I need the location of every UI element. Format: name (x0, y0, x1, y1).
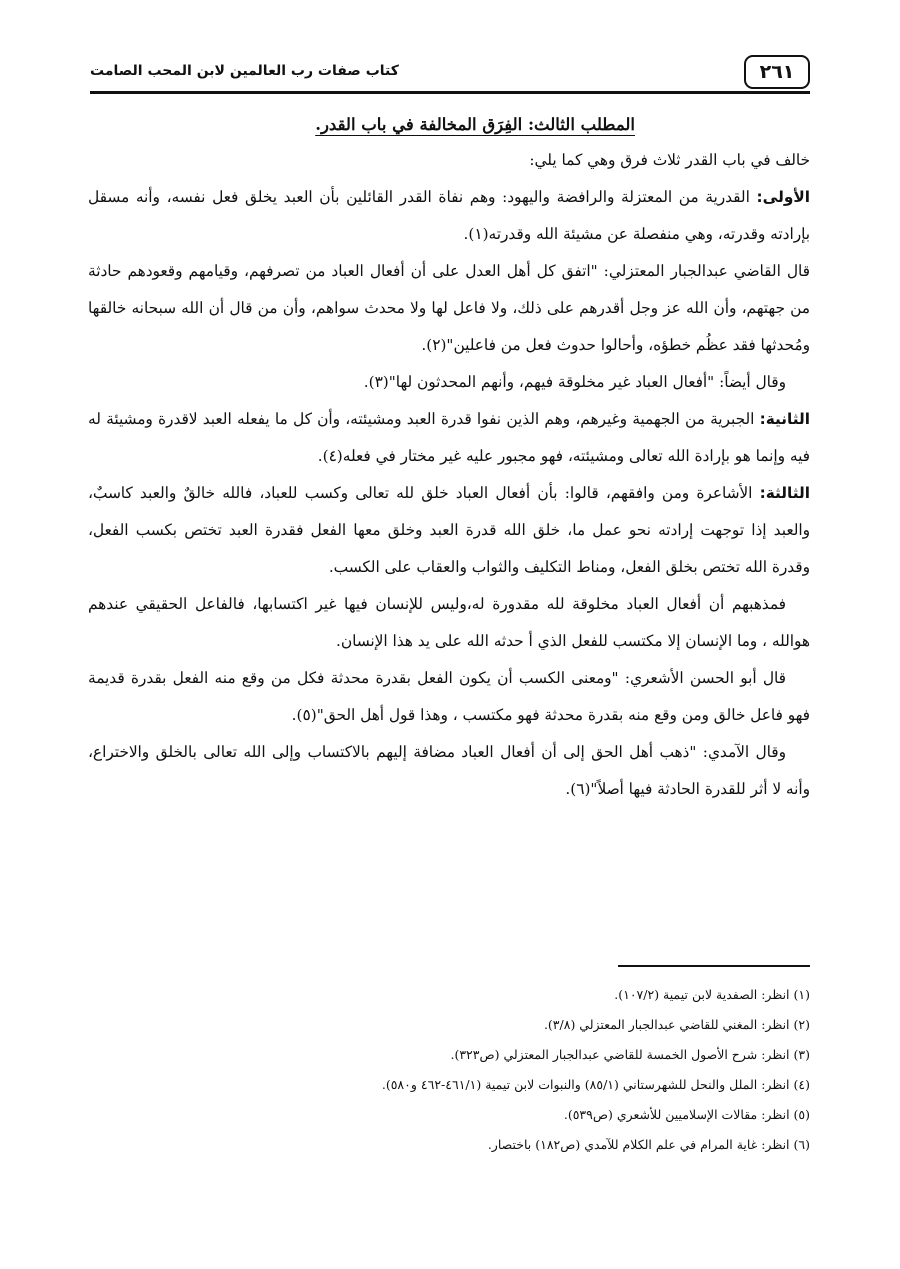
paragraph-quote-amidi (88, 734, 810, 808)
paragraph-first-sect (88, 179, 810, 253)
footnote-divider (618, 965, 810, 967)
paragraph-text: وقال الآمدي: "ذهب أهل الحق إلى أن أفعال العباد مضافة إليهم بالاكتساب وإلى الله تعالى بالخلق والاختراع، وأنه لا أثر للقدرة الحادثة فيها أصلاً"(٦). (88, 743, 810, 798)
paragraph-quote-ashari (88, 660, 810, 734)
main-content (88, 112, 810, 808)
footnote-6: (٦) انظر: غاية المرام في علم الكلام للآمدي (ص١٨٢) باختصار. (487, 1137, 810, 1152)
paragraph-third-sect (88, 475, 810, 586)
intro-paragraph (88, 142, 810, 179)
paragraph-label: الثانية: (759, 410, 810, 428)
book-title: كتاب صفات رب العالمين لابن المحب الصامت (90, 63, 399, 79)
paragraph-text: القدرية من المعتزلة والرافضة واليهود: وهم نفاة القدر القائلين بأن العبد يخلق فعل نفسه، وأنه مسقل بإرادته وقدرته، وهي منفصلة عن مشيئة الله وقدرته(١). (88, 188, 810, 243)
paragraph-quote-abduljabbar-2 (88, 364, 810, 401)
paragraph-label: الثالثة: (759, 484, 810, 502)
section-title: المطلب الثالث: الفِرَق المخالفة في باب القدر. (315, 115, 635, 134)
paragraph-text: الجبرية من الجهمية وغيرهم، وهم الذين نفوا قدرة العبد ومشيئته، وأن كل ما يفعله العبد لاقدرة ومشيئة له فيه وإنما هو بإرادة الله تعالى ومشيئته، فهو مجبور عليه غير مختار في فعله(٤). (88, 410, 810, 465)
page-header (90, 55, 810, 91)
footnote-1: (١) انظر: الصفدية لابن تيمية (١٠٧/٢). (614, 987, 810, 1002)
paragraph-text: قال القاضي عبدالجبار المعتزلي: "اتفق كل أهل العدل على أن أفعال العباد من تصرفهم، وقيامهم وقعودهم حادثة من جهتهم، وأن الله عز وجل أقدرهم على ذلك، ولا فاعل لها ولا محدث سواهم، وأن من قال أن الله سبحانه خالقها ومُحدثها فقد عظُم خطؤه، وأحالوا حدوث فعل من فاعلين"(٢). (88, 262, 810, 354)
footnote-5: (٥) انظر: مقالات الإسلاميين للأشعري (ص٥٣٩). (563, 1107, 810, 1122)
footnote-2: (٢) انظر: المغني للقاضي عبدالجبار المعتزلي (٣/٨). (543, 1017, 810, 1032)
footnotes (90, 980, 810, 1160)
paragraph-text: خالف في باب القدر ثلاث فرق وهي كما يلي: (529, 151, 810, 169)
paragraph-text: قال أبو الحسن الأشعري: "ومعنى الكسب أن يكون الفعل بقدرة محدثة فكل من وقع منه الفعل بقدرة قديمة فهو فاعل خالق ومن وقع منه بقدرة محدثة فهو مكتسب ، وهذا قول أهل الحق"(٥). (88, 669, 810, 724)
paragraph-ashari-doctrine (88, 586, 810, 660)
paragraph-text: وقال أيضاً: "أفعال العباد غير مخلوقة فيهم، وأنهم المحدثون لها"(٣). (363, 373, 786, 391)
paragraph-quote-abduljabbar (88, 253, 810, 364)
paragraph-label: الأولى: (756, 188, 810, 206)
header-divider (90, 91, 810, 94)
footnote-4: (٤) انظر: الملل والنحل للشهرستاني (٨٥/١) والنبوات لابن تيمية (٤٦١/١-٤٦٢ و٥٨٠). (381, 1077, 810, 1092)
paragraph-text: الأشاعرة ومن وافقهم، قالوا: بأن أفعال العباد خلق لله تعالى وكسب للعباد، فالله خالقٌ والعبد كاسبٌ، والعبد إذا توجهت إرادته نحو عمل ما، خلق الله قدرة العبد وخلق معها الفعل فقدرة العبد تختص بكسب الفعل، وقدرة الله تختص بخلق الفعل، ومناط التكليف والثواب والعقاب على الكسب. (88, 484, 810, 576)
footnote-3: (٣) انظر: شرح الأصول الخمسة للقاضي عبدالجبار المعتزلي (ص٣٢٣). (450, 1047, 810, 1062)
paragraph-text: فمذهبهم أن أفعال العباد مخلوقة لله مقدورة له،وليس للإنسان فيها غير اكتسابها، فالفاعل الحقيقي عندهم هوالله ، وما الإنسان إلا مكتسب للفعل الذي أ حدثه الله على يد هذا الإنسان. (88, 595, 810, 650)
paragraph-second-sect (88, 401, 810, 475)
page-number: ٢٦١ (744, 55, 810, 89)
